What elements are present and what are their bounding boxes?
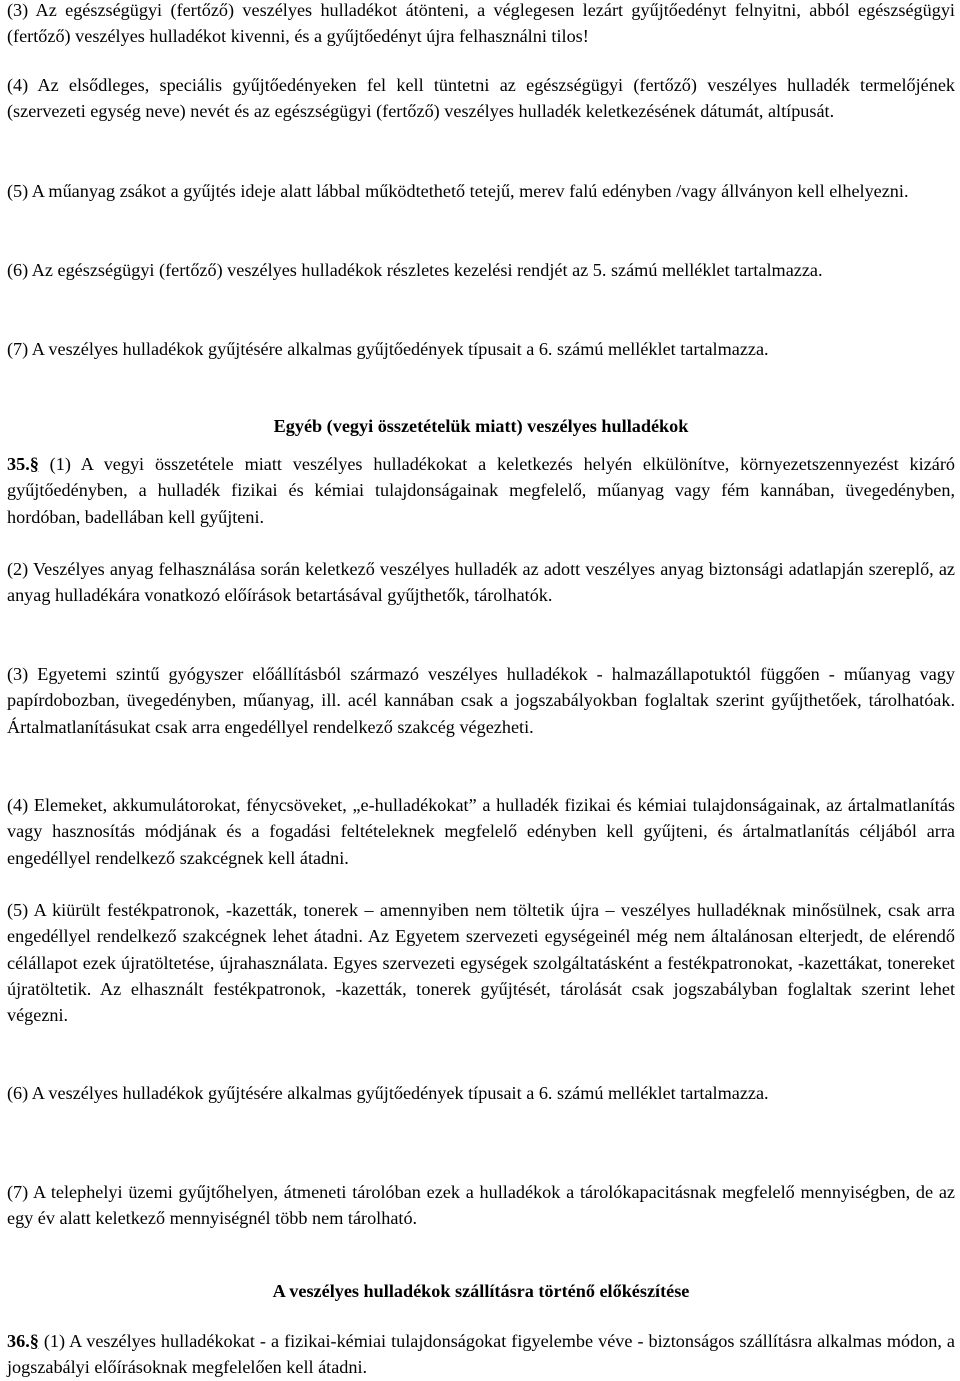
paragraph-6: (6) Az egészségügyi (fertőző) veszélyes hulladékok részletes kezelési rendjét az 5. számú melléklet tartalmazza. (7, 260, 823, 280)
section-number: 36. (7, 1331, 30, 1351)
section-36-paragraph-1 (7, 1328, 955, 1381)
section-heading-egyeb-veszelyes: Egyéb (vegyi összetételük miatt) veszélyes hulladékok (273, 416, 689, 436)
section-number: 35. (7, 454, 30, 474)
section-35-paragraph-6: (6) A veszélyes hulladékok gyűjtésére alkalmas gyűjtőedények típusait a 6. számú melléklet tartalmazza. (7, 1083, 769, 1103)
section-heading-szallitas: A veszélyes hulladékok szállításra történő előkészítése (272, 1281, 690, 1301)
paragraph-7: (7) A veszélyes hulladékok gyűjtésére alkalmas gyűjtőedények típusait a 6. számú melléklet tartalmazza. (7, 339, 769, 359)
paragraph-sign: § (29, 1331, 39, 1351)
paragraph-sign: § (29, 454, 39, 474)
section-35-paragraph-1-text: (1) A vegyi összetétele miatt veszélyes hulladékokat a keletkezés helyén elkülönítve, környezetszennyezést kizáró gyűjtőedényben, a hulladék fizikai és kémiai tulajdonságainak megfelelő, műanyag vagy fém kannában, üvegedényben, hordóban, badellában kell gyűjteni. (7, 454, 955, 527)
section-36-paragraph-1-text: (1) A veszélyes hulladékokat - a fizikai-kémiai tulajdonságokat figyelembe véve - biztonságos szállításra alkalmas módon, a jogszabályi előírásoknak megfelelően kell átadni. (7, 1331, 955, 1378)
section-35-paragraph-1 (7, 451, 955, 530)
section-35-paragraph-2: (2) Veszélyes anyag felhasználása során keletkező veszélyes hulladék az adott veszélyes anyag biztonsági adatlapján szereplő, az anyag hulladékára vonatkozó előírások betartásával gyűjthetők, tárolhatók. (7, 559, 955, 606)
section-35-paragraph-3: (3) Egyetemi szintű gyógyszer előállításból származó veszélyes hulladékok - halmazállapotuktól függően - műanyag vagy papírdobozban, üvegedényben, műanyag, ill. acél kannában csak a jogszabályokban foglaltak szerint gyűjthetőek, tárolhatóak. Ártalmatlanításukat csak arra engedéllyel rendelkező szakcég végezheti. (7, 664, 955, 737)
section-35-paragraph-7: (7) A telephelyi üzemi gyűjtőhelyen, átmeneti tárolóban ezek a hulladékok a tárolókapacitásnak megfelelő mennyiségben, de az egy év alatt keletkező mennyiségnél több nem tárolható. (7, 1182, 955, 1229)
paragraph-5: (5) A műanyag zsákot a gyűjtés ideje alatt lábbal működtethető tetejű, merev falú edényben /vagy állványon kell elhelyezni. (7, 181, 909, 201)
section-35-paragraph-4: (4) Elemeket, akkumulátorokat, fénycsöveket, „e-hulladékokat” a hulladék fizikai és kémiai tulajdonságainak, az ártalmatlanítás vagy hasznosítás módjának és a fogadási feltételeknek megfelelő edényben kell gyűjteni, és ártalmatlanítás céljából arra engedéllyel rendelkező szakcégnek kell átadni. (7, 795, 955, 868)
paragraph-3: (3) Az egészségügyi (fertőző) veszélyes hulladékot átönteni, a véglegesen lezárt gyűjtőedényt felnyitni, abból egészségügyi (fertőző) veszélyes hulladékot kivenni, és a gyűjtőedényt újra felhasználni tilos! (7, 0, 955, 47)
paragraph-4: (4) Az elsődleges, speciális gyűjtőedényeken fel kell tüntetni az egészségügyi (fertőző) veszélyes hulladék termelőjének (szervezeti egység neve) nevét és az egészségügyi (fertőző) veszélyes hulladék keletkezésének dátumát, altípusát. (7, 75, 955, 122)
section-35-paragraph-5: (5) A kiürült festékpatronok, -kazetták, tonerek – amennyiben nem töltetik újra – veszélyes hulladéknak minősülnek, csak arra engedéllyel rendelkező szakcégnek lehet átadni. Az Egyetem szervezeti egységeinél még nem általánosan elterjedt, de elérendő célállapot ezek újratöltetése, újrahasználata. Egyes szervezeti egységek szolgáltatásként a festékpatronokat, -kazettákat, tonereket újratöltetik. Az elhasznált festékpatronok, -kazetták, tonerek gyűjtését, tárolását csak jogszabályban foglaltak szerint lehet végezni. (7, 900, 955, 1026)
